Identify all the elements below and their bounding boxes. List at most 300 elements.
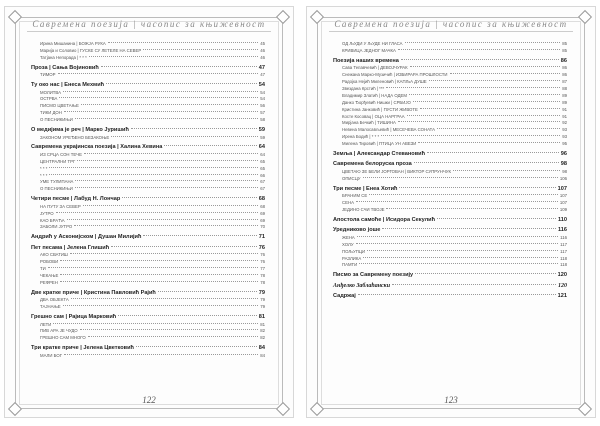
toc-page-number: 76 <box>260 259 265 265</box>
dot-leader <box>143 235 256 236</box>
toc-subentry <box>31 266 265 273</box>
dot-leader <box>88 336 258 337</box>
toc-entry-title: ТАЈНАЊЕ <box>40 304 61 310</box>
toc-subentry <box>31 41 265 48</box>
toc-entry-title: Садржај <box>333 293 356 300</box>
toc-entry-title: Ирина Мишанина | БОЖЈА РУКА <box>40 41 106 46</box>
dot-leader <box>358 294 556 295</box>
toc-page-number: 107 <box>559 200 567 206</box>
toc-entry-title: О ПЕСНИКИЊИ <box>40 186 73 192</box>
toc-entry-title: КРИВИЦА ЈЕДНОГ МАЧКА <box>342 47 396 53</box>
dot-leader <box>60 260 258 261</box>
toc-subentry <box>333 207 567 214</box>
toc-subentry <box>333 79 567 86</box>
toc-entry <box>333 217 567 225</box>
toc-subentry <box>333 114 567 121</box>
toc-page-number: 77 <box>260 266 265 272</box>
toc-subentry <box>31 55 265 62</box>
toc-page-number: 79 <box>260 304 265 310</box>
dot-leader <box>60 281 258 282</box>
toc-subentry <box>333 141 567 148</box>
toc-page-number: 82 <box>260 335 265 341</box>
page-number: 122 <box>142 395 156 405</box>
toc-page-number: 58 <box>260 117 265 123</box>
toc-page-number: 93 <box>562 127 567 133</box>
toc-entry-title: ЦЕНТРАЛНИ ТРГ <box>40 158 76 164</box>
toc-entry-title: Невена Малосављевић | МЕСЕЧЕВА СОНАТА <box>342 127 435 133</box>
toc-entry-title: ПОЉУПЦИ <box>342 248 366 254</box>
toc-page-number: 121 <box>557 293 567 300</box>
dot-leader <box>111 136 258 137</box>
dot-leader <box>75 180 258 181</box>
toc-entry-title: АКО СВАТИШ <box>40 252 68 258</box>
toc-page-number: 117 <box>560 241 567 247</box>
dot-leader <box>75 187 258 188</box>
toc-page-number: 46 <box>260 54 265 60</box>
dot-leader <box>418 142 560 143</box>
toc-entry <box>333 186 567 194</box>
toc-entry-title: МАЛИ БОГ <box>40 352 63 358</box>
toc-subentry <box>31 117 265 124</box>
toc-page-number: 81 <box>258 314 265 321</box>
dot-leader <box>143 49 258 50</box>
toc-entry-title: Земља | Александар Стевановић <box>333 150 425 157</box>
dot-leader <box>63 91 258 92</box>
toc-page-number: 71 <box>258 234 265 241</box>
toc-page-number: 70 <box>260 224 265 230</box>
toc-page-number: 88 <box>562 85 567 91</box>
dot-leader <box>410 66 561 67</box>
toc-subentry <box>31 96 265 103</box>
dot-leader <box>413 101 560 102</box>
dot-leader <box>453 170 560 171</box>
toc-entry-title: Ирена Бодић | * * * <box>342 134 380 140</box>
toc-page-number: 86 <box>562 65 567 71</box>
running-head: Савремена поезија | часопис за књижевност <box>27 19 271 32</box>
toc-entry <box>31 65 265 73</box>
toc-entry-title: ЗАКОНОМ УРЕЂЕНО БЕЗАКОЊЕ <box>40 134 110 140</box>
toc-page-number: 54 <box>260 96 265 102</box>
toc-page-number: 92 <box>562 120 567 126</box>
toc-entry-title: Милена Тировић | ПТИЦА УН АВЕЗИ <box>342 141 417 147</box>
table-of-contents <box>31 41 265 360</box>
toc-entry-title: ПИСМО ЦВЕТАЊЕ <box>40 103 79 109</box>
toc-entry-title: ОПИСЦУ <box>342 175 361 181</box>
toc-entry-title: ЖЕНА <box>342 234 355 240</box>
dot-leader <box>398 49 560 50</box>
toc-page-number: 54 <box>260 89 265 95</box>
toc-page-number: 98 <box>560 161 567 168</box>
toc-subentry <box>31 280 265 287</box>
toc-entry-title: Писмо за Савремену поезију <box>333 272 414 279</box>
dot-leader <box>80 329 259 330</box>
toc-page-number: 109 <box>559 207 567 213</box>
toc-entry-title: Уредниково јоше <box>333 227 381 234</box>
dot-leader <box>363 177 558 178</box>
toc-page-number: 67 <box>260 186 265 192</box>
toc-subentry <box>333 100 567 107</box>
toc-page-number: 76 <box>258 244 265 251</box>
dot-leader <box>64 111 258 112</box>
toc-subentry <box>333 200 567 207</box>
toc-page-number: 87 <box>562 79 567 85</box>
dot-leader <box>386 208 557 209</box>
toc-page-number: 64 <box>258 144 265 151</box>
toc-subentry <box>31 328 265 335</box>
dot-leader <box>427 152 559 153</box>
toc-entry <box>31 196 265 204</box>
toc-entry-title: Владимир Златић | НАДА ОДЕМ <box>342 92 407 98</box>
toc-page-number: 84 <box>260 352 265 358</box>
dot-leader <box>63 305 259 306</box>
toc-page-number: 95 <box>562 141 567 147</box>
toc-subentry <box>31 110 265 117</box>
toc-page-number: 118 <box>560 255 567 261</box>
toc-subentry <box>31 159 265 166</box>
toc-page-number: 96 <box>560 150 567 157</box>
toc-page-number: 110 <box>557 216 567 223</box>
toc-page-number: 93 <box>562 134 567 140</box>
toc-entry-title: Пет песама | Јелена Глишић <box>31 244 110 251</box>
dot-leader <box>158 291 257 292</box>
toc-entry-title: Анђелко Заблаћански <box>333 282 391 289</box>
dot-leader <box>74 225 258 226</box>
toc-entry-title: ПАМТИ <box>342 262 358 268</box>
toc-subentry <box>333 41 567 48</box>
dot-leader <box>405 42 561 43</box>
toc-page-number: 107 <box>559 193 567 199</box>
toc-entry-title: РЕФРЕН <box>40 279 58 285</box>
toc-page-number: 89 <box>562 99 567 105</box>
toc-page-number: 59 <box>258 127 265 134</box>
dot-leader <box>392 284 556 285</box>
toc-subentry <box>31 48 265 55</box>
toc-page-number: 65 <box>260 165 265 171</box>
toc-subentry <box>333 249 567 256</box>
dot-leader <box>49 167 258 168</box>
toc-entry-title: ТИ <box>40 266 46 272</box>
toc-entry-title: Татјана Непорада | * * * <box>40 54 87 60</box>
dot-leader <box>84 153 258 154</box>
toc-entry-title: СЕНА <box>342 200 354 206</box>
toc-entry-title: ДВА ОБЈЕКТА <box>40 297 69 303</box>
toc-subentry <box>333 256 567 263</box>
toc-page-number: 66 <box>260 172 265 178</box>
toc-page-number: 89 <box>562 92 567 98</box>
toc-entry <box>333 58 567 66</box>
toc-entry-title: ОД ЉУДИ У ЉУДЕ НИ ГЛАСА <box>342 41 403 46</box>
toc-page-number: 82 <box>260 328 265 334</box>
toc-page-number: 45 <box>260 41 265 46</box>
toc-entry-title: Андрић у Асконијском | Душан Милијић <box>31 234 142 241</box>
toc-entry-title: ТИМОР <box>40 72 56 78</box>
toc-page-number: 76 <box>260 252 265 258</box>
dot-leader <box>70 253 258 254</box>
toc-page-number: 69 <box>260 210 265 216</box>
toc-entry <box>31 245 265 253</box>
toc-subentry <box>31 204 265 211</box>
toc-entry-title: Три песме | Енеа Хотић <box>333 185 398 192</box>
toc-page-number: 116 <box>557 227 567 234</box>
toc-entry <box>333 151 567 159</box>
toc-subentry <box>333 107 567 114</box>
dot-leader <box>89 56 258 57</box>
toc-subentry <box>31 72 265 79</box>
toc-entry-title: ЧЕКАЊЕ <box>40 272 59 278</box>
toc-entry-title: Савремена украјинска поезија | Халина Хевина <box>31 144 163 151</box>
dot-leader <box>357 236 558 237</box>
toc-entry-title: ГРЕШНО САМ МНОГО <box>40 335 86 341</box>
toc-entry-title: Две кратке приче | Кристина Павловић Рајић <box>31 289 156 296</box>
toc-subentry <box>31 166 265 173</box>
toc-entry <box>31 314 265 322</box>
toc-entry <box>31 234 265 242</box>
toc-subentry <box>31 273 265 280</box>
dot-leader <box>398 121 560 122</box>
dot-leader <box>356 243 559 244</box>
toc-entry-title: О ПЕСНИКИЊИ <box>40 117 73 123</box>
toc-entry-title: Савремена белоруска проза <box>333 161 412 168</box>
dot-leader <box>49 174 258 175</box>
toc-entry-title: ЛЕТИ <box>40 321 52 327</box>
dot-leader <box>414 162 559 163</box>
running-head: Савремена поезија | часопис за књижевност <box>329 19 573 32</box>
page-number: 123 <box>444 395 458 405</box>
toc-page-number: 78 <box>260 279 265 285</box>
toc-entry-title: ЗАБОЛИ ЈУТРО <box>40 224 73 230</box>
toc-subentry <box>333 86 567 93</box>
toc-entry-title: ТИКИ ДОН <box>40 110 62 116</box>
dot-leader <box>83 205 258 206</box>
toc-entry-title: БРАНИМ СЕ <box>342 193 368 199</box>
toc-page-number: 84 <box>258 345 265 352</box>
toc-page-number: 91 <box>562 106 567 112</box>
toc-entry-title: Проза | Сања Војиновић <box>31 64 99 71</box>
toc-subentry <box>31 152 265 159</box>
dot-leader <box>363 257 558 258</box>
dot-leader <box>399 187 555 188</box>
toc-subentry <box>333 48 567 55</box>
toc-page-number: 79 <box>260 297 265 303</box>
toc-page-number: 117 <box>560 248 567 254</box>
dot-leader <box>75 118 258 119</box>
toc-page-number: 86 <box>562 72 567 78</box>
toc-entry-title: Данко Ђорђевић Нишки | СРБИЈО <box>342 99 411 105</box>
toc-subentry <box>333 193 567 200</box>
toc-entry-title: Звездана Крстић | *** <box>342 85 385 91</box>
toc-entry <box>333 293 567 301</box>
dot-leader <box>407 115 561 116</box>
toc-entry-title: ПИВ АРА ЈЕ ЧУДО <box>40 328 78 334</box>
dot-leader <box>164 145 256 146</box>
toc-entry-title: Марија и Соловио | ГУСКЕ СУ ЛЕТЕЛЕ НА СЕВЕР <box>40 47 142 53</box>
toc-entry <box>333 272 567 280</box>
dot-leader <box>381 135 560 136</box>
dot-leader <box>59 97 258 98</box>
toc-page-number: 64 <box>260 151 265 157</box>
dot-leader <box>401 59 559 60</box>
toc-subentry <box>31 224 265 231</box>
toc-subentry <box>31 135 265 142</box>
toc-subentry <box>333 242 567 249</box>
dot-leader <box>48 267 259 268</box>
dot-leader <box>111 246 257 247</box>
toc-page-number: 65 <box>260 158 265 164</box>
toc-entry <box>31 345 265 353</box>
toc-subentry <box>31 297 265 304</box>
dot-leader <box>122 197 256 198</box>
dot-leader <box>415 273 555 274</box>
toc-subentry <box>333 65 567 72</box>
dot-leader <box>118 315 257 316</box>
toc-page-number: 98 <box>562 168 567 174</box>
left-page <box>4 6 294 418</box>
toc-subentry <box>333 169 567 176</box>
toc-subentry <box>333 72 567 79</box>
toc-entry <box>31 82 265 90</box>
toc-page-number: 56 <box>260 103 265 109</box>
dot-leader <box>367 250 558 251</box>
toc-subentry <box>31 173 265 180</box>
toc-subentry <box>31 103 265 110</box>
dot-leader <box>106 83 257 84</box>
toc-page-number: 69 <box>260 217 265 223</box>
toc-entry-title: Апостола самоће | Исидора Секулић <box>333 216 436 223</box>
dot-leader <box>450 73 561 74</box>
toc-entry <box>333 283 567 291</box>
toc-subentry <box>31 353 265 360</box>
dot-leader <box>81 104 258 105</box>
toc-page-number: 91 <box>562 113 567 119</box>
toc-entry-title: Поезија наших времена <box>333 57 399 64</box>
dot-leader <box>382 228 556 229</box>
toc-subentry <box>31 252 265 259</box>
toc-page-number: 68 <box>258 196 265 203</box>
toc-subentry <box>333 134 567 141</box>
toc-page-number: 120 <box>558 282 567 289</box>
toc-entry-title: Три кратке приче | Јелена Цветковић <box>31 345 134 352</box>
toc-subentry <box>31 90 265 97</box>
dot-leader <box>420 108 560 109</box>
dot-leader <box>409 94 560 95</box>
toc-entry-title: РАЗЛИКА <box>342 255 362 261</box>
toc-subentry <box>31 179 265 186</box>
toc-subentry <box>31 186 265 193</box>
toc-entry-title: РОБОВИ <box>40 259 59 265</box>
dot-leader <box>64 354 258 355</box>
dot-leader <box>356 201 558 202</box>
toc-entry-title: ХОЛУ <box>342 241 354 247</box>
toc-page-number: 68 <box>260 203 265 209</box>
toc-page-number: 120 <box>557 272 567 279</box>
table-of-contents <box>333 41 567 301</box>
toc-page-number: 67 <box>260 179 265 185</box>
toc-subentry <box>31 335 265 342</box>
dot-leader <box>136 346 257 347</box>
dot-leader <box>58 73 259 74</box>
toc-page-number: 47 <box>260 72 265 78</box>
toc-entry-title: ОСТРВА <box>40 96 58 102</box>
toc-entry-title: О медијима је реч | Марко Јуришић <box>31 127 129 134</box>
toc-entry-title: МОЛИТВА <box>40 89 61 95</box>
toc-entry-title: * * * <box>40 172 48 178</box>
toc-entry-title: Радојка Нејић Миленовић | КАПЉА ДУШЕ <box>342 79 427 85</box>
toc-entry-title: УМЕ ТУЛИПАНА <box>40 179 74 185</box>
toc-entry-title: ИЗ СРЦА СОН ТЕЧЕ <box>40 151 82 157</box>
toc-entry-title: НА ПУТУ ЗА СЕВЕР <box>40 203 81 209</box>
toc-subentry <box>31 259 265 266</box>
toc-page-number: 81 <box>260 321 265 327</box>
toc-page-number: 57 <box>260 110 265 116</box>
toc-page-number: 116 <box>560 234 567 240</box>
dot-leader <box>131 128 257 129</box>
toc-entry <box>31 144 265 152</box>
toc-entry-title: Сава Тепавчевић | ДЕВОЈЧУРАК <box>342 65 408 71</box>
toc-page-number: 86 <box>560 57 567 64</box>
toc-page-number: 59 <box>260 134 265 140</box>
dot-leader <box>437 218 556 219</box>
toc-entry-title: Ту око нас | Енеса Мехмић <box>31 82 105 89</box>
toc-entry <box>31 127 265 135</box>
toc-subentry <box>31 304 265 311</box>
toc-subentry <box>333 93 567 100</box>
toc-entry-title: ЈУТРО <box>40 210 54 216</box>
toc-entry-title: ЈЕДИНО СЧИ ТВОЈЕ <box>342 207 385 213</box>
dot-leader <box>429 80 561 81</box>
toc-entry-title: * * * <box>40 165 48 171</box>
toc-subentry <box>31 211 265 218</box>
toc-page-number: 106 <box>559 175 567 181</box>
toc-page-number: 118 <box>560 262 567 268</box>
toc-page-number: 46 <box>260 47 265 53</box>
toc-entry <box>31 290 265 298</box>
toc-subentry <box>333 235 567 242</box>
toc-entry-title: КАО БРАЋА <box>40 217 65 223</box>
dot-leader <box>53 323 258 324</box>
dot-leader <box>359 263 558 264</box>
dot-leader <box>71 298 258 299</box>
toc-page-number: 54 <box>258 82 265 89</box>
toc-page-number: 78 <box>260 272 265 278</box>
toc-page-number: 107 <box>557 185 567 192</box>
toc-page-number: 47 <box>258 64 265 71</box>
toc-subentry <box>333 127 567 134</box>
toc-entry <box>333 227 567 235</box>
dot-leader <box>108 42 258 43</box>
toc-entry-title: Мирјана Бечкић | ТИШИНА <box>342 120 396 126</box>
toc-entry <box>333 161 567 169</box>
dot-leader <box>77 160 258 161</box>
toc-entry-title: Снежана Марко-Музичић | ИЗБИРАРА ПРОШЛОСТИ <box>342 72 448 78</box>
toc-page-number: 79 <box>258 289 265 296</box>
dot-leader <box>369 194 558 195</box>
toc-entry-title: Косте Косовац | ОЦА НАРГРАА <box>342 113 405 119</box>
dot-leader <box>101 66 257 67</box>
dot-leader <box>56 212 259 213</box>
toc-page-number: 85 <box>562 47 567 53</box>
right-page <box>306 6 596 418</box>
toc-subentry <box>333 176 567 183</box>
toc-entry-title: Грешно сам | Рајица Марковић <box>31 314 117 321</box>
toc-entry-title: ЦВЕТАЮ ЗЕ БЕЛИ ЈОРГОВАН | ВИКТОР СУПРУНЧУК <box>342 168 451 174</box>
toc-page-number: 85 <box>562 41 567 46</box>
toc-subentry <box>31 322 265 329</box>
dot-leader <box>60 274 258 275</box>
toc-entry-title: Четири песме | Лабуд Н. Лончар <box>31 196 121 203</box>
toc-subentry <box>31 218 265 225</box>
dot-leader <box>67 219 259 220</box>
toc-subentry <box>333 262 567 269</box>
